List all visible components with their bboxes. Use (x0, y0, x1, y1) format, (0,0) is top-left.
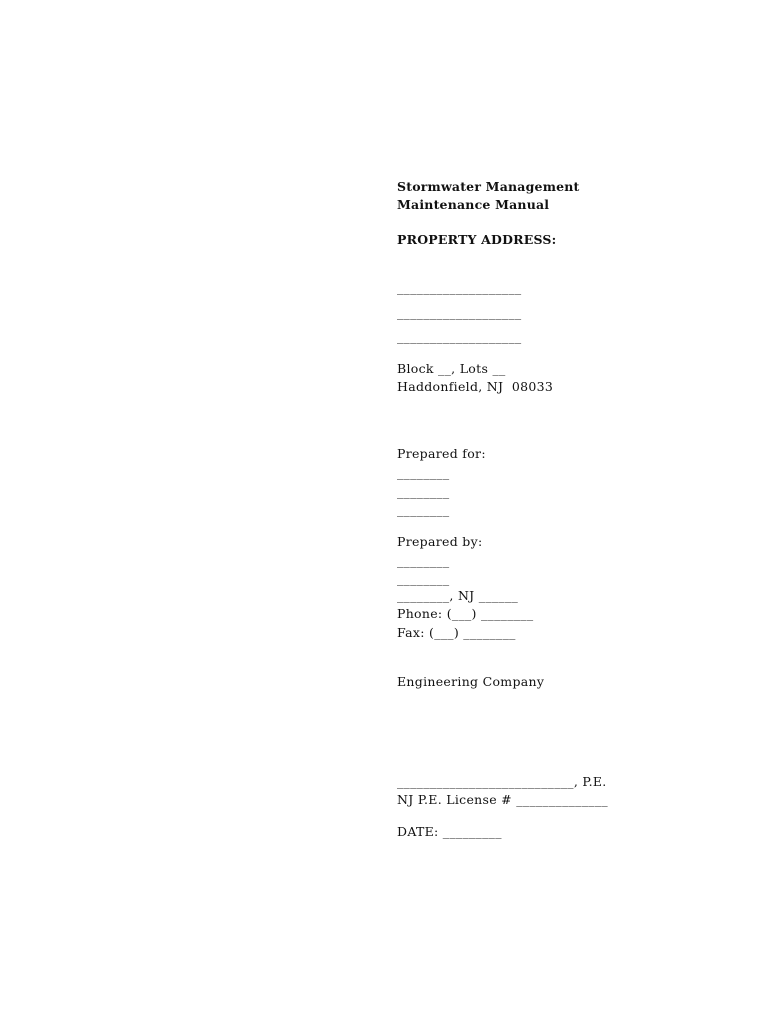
title-line-2: Maintenance Manual (397, 197, 550, 212)
prepared-for-heading: Prepared for: (397, 446, 486, 461)
property-address-blank-3: ___________________ (397, 329, 522, 344)
prepared-for-line-3: ________ (397, 502, 450, 517)
prepared-for-line-1: ________ (397, 465, 450, 480)
property-address-blank-1: ___________________ (397, 280, 522, 295)
prepared-by-line-2: ________ (397, 571, 450, 586)
prepared-by-heading: Prepared by: (397, 534, 483, 549)
prepared-by-phone: Phone: (___) ________ (397, 606, 534, 621)
company-name: Engineering Company (397, 674, 545, 689)
signature-line: ___________________________, P.E. (397, 774, 607, 789)
property-address-blank-2: ___________________ (397, 305, 522, 320)
date-line: DATE: _________ (397, 824, 502, 839)
property-city: Haddonfield, NJ 08033 (397, 379, 554, 394)
prepared-for-line-2: ________ (397, 484, 450, 499)
property-address-heading: PROPERTY ADDRESS: (397, 232, 557, 247)
license-number: NJ P.E. License # ______________ (397, 792, 608, 807)
title-line-1: Stormwater Management (397, 179, 580, 194)
prepared-by-fax: Fax: (___) ________ (397, 625, 516, 640)
block-lots: Block __, Lots __ (397, 361, 506, 376)
prepared-by-line-1: ________ (397, 553, 450, 568)
prepared-by-city-state: ________, NJ ______ (397, 588, 519, 603)
